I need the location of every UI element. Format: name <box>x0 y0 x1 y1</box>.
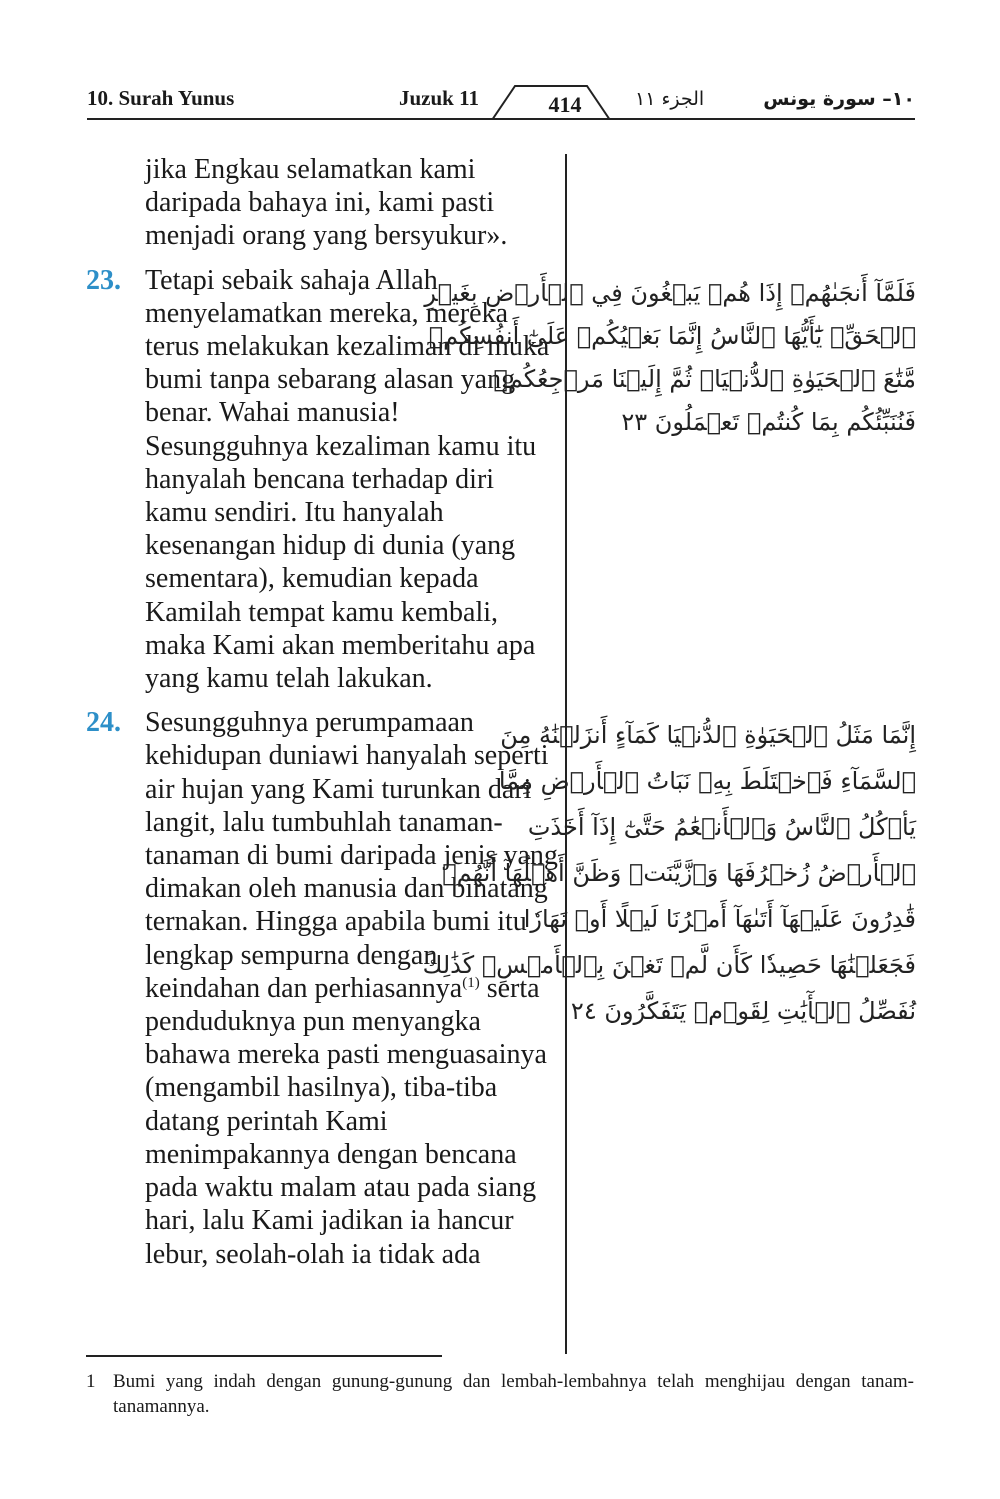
verse-text: Sesungguhnya perumpamaan kehidupan duniawi hanyalah seperti air hujan yang Kami turunkan dari langit, lalu tumbuhlah tanaman-tanaman di bumi daripada jenis yang dimakan oleh manusia dan binatang ternakan. Hingga apabila bumi itu lengkap sempurna dengan keindahan dan perhiasannya <box>145 707 558 1004</box>
verse-24-translation <box>86 706 558 1270</box>
arabic-line: فَلَمَّآ أَنجَىٰهُمۡ إِذَا هُمۡ يَبۡغُونَ فِي ٱلۡأَرۡضِ بِغَيۡرِ <box>424 279 916 307</box>
header-juz-arabic: الجزء ١١ <box>635 88 705 110</box>
continuation-text: jika Engkau selamatkan kami daripada bahaya ini, kami pasti menjadi orang yang bersyukur». <box>145 154 508 252</box>
arabic-line: مَّتَٰعَ ٱلۡحَيَوٰةِ ٱلدُّنۡيَاۖ ثُمَّ إِلَيۡنَا مَرۡجِعُكُمۡ <box>493 365 916 393</box>
arabic-line: يَأۡكُلُ ٱلنَّاسُ وَٱلۡأَنۡعَٰمُ حَتَّىٰٓ إِذَآ أَخَذَتِ <box>527 813 916 841</box>
footnote <box>86 1369 914 1419</box>
arabic-line: نُفَصِّلُ ٱلۡأٓيَٰتِ لِقَوۡمٖ يَتَفَكَّرُونَ ٢٤ <box>570 997 916 1025</box>
arabic-verse-24 <box>422 712 916 1034</box>
header-juz-latin: Juzuk 11 <box>399 86 479 110</box>
header-surah-arabic: ١٠– سورة يونس <box>763 88 915 110</box>
verse-number: 24. <box>86 707 121 739</box>
footnote-marker[interactable]: (1) <box>462 974 480 991</box>
footnote-text: Bumi yang indah dengan gunung-gunung dan lembah-lembahnya telah menghijau dengan tanam-tanamannya. <box>113 1371 914 1417</box>
arabic-line: ٱلۡحَقِّۗ يَٰٓأَيُّهَا ٱلنَّاسُ إِنَّمَا بَغۡيُكُمۡ عَلَىٰٓ أَنفُسِكُمۖ <box>428 322 916 350</box>
arabic-line: إِنَّمَا مَثَلُ ٱلۡحَيَوٰةِ ٱلدُّنۡيَا كَمَآءٍ أَنزَلۡنَٰهُ مِنَ <box>500 721 916 749</box>
verse-text-continued: serta penduduknya pun menyangka bahawa mereka pasti menguasainya (mengambil hasilnya), tiba-tiba datang perintah Kami menimpakannya dengan bencana pada waktu malam atau pada siang hari, lalu Kami jadikan ia hancur lebur, seolah-olah ia tidak ada <box>145 972 547 1270</box>
footnote-number: 1 <box>86 1371 96 1392</box>
arabic-line: فَجَعَلۡنَٰهَا حَصِيدٗا كَأَن لَّمۡ تَغۡنَ بِٱلۡأَمۡسِۚ كَذَٰلِكَ <box>422 951 916 979</box>
arabic-verse-23 <box>424 272 916 444</box>
page-number: 414 <box>548 92 582 117</box>
page-header <box>87 84 915 120</box>
arabic-line: ٱلسَّمَآءِ فَٱخۡتَلَطَ بِهِۦ نَبَاتُ ٱلۡأَرۡضِ مِمَّا <box>498 767 916 795</box>
arabic-line: فَنُنَبِّئُكُم بِمَا كُنتُمۡ تَعۡمَلُونَ ٢٣ <box>621 408 916 436</box>
arabic-line: ٱلۡأَرۡضُ زُخۡرُفَهَا وَٱزَّيَّنَتۡ وَظَنَّ أَهۡلُهَآ أَنَّهُمۡ <box>442 859 916 887</box>
header-surah-latin: 10. Surah Yunus <box>87 86 235 110</box>
footnote-divider <box>86 1355 442 1357</box>
verse-text: Tetapi sebaik sahaja Allah menyelamatkan mereka, mereka terus melakukan kezaliman di muka bumi tanpa sebarang alasan yang benar. Wahai manusia! Sesungguhnya kezaliman kamu itu hanyalah bencana terhadap diri kamu sendiri. Itu hanyalah kesenangan hidup di dunia (yang sementara), kemudian kepada Kamilah tempat kamu kembali, maka Kami akan memberitahu apa yang kamu telah lakukan. <box>145 264 550 695</box>
verse-number: 23. <box>86 264 121 296</box>
arabic-line: قَٰدِرُونَ عَلَيۡهَآ أَتَىٰهَآ أَمۡرُنَا لَيۡلًا أَوۡ نَهَارٗا <box>523 905 916 933</box>
